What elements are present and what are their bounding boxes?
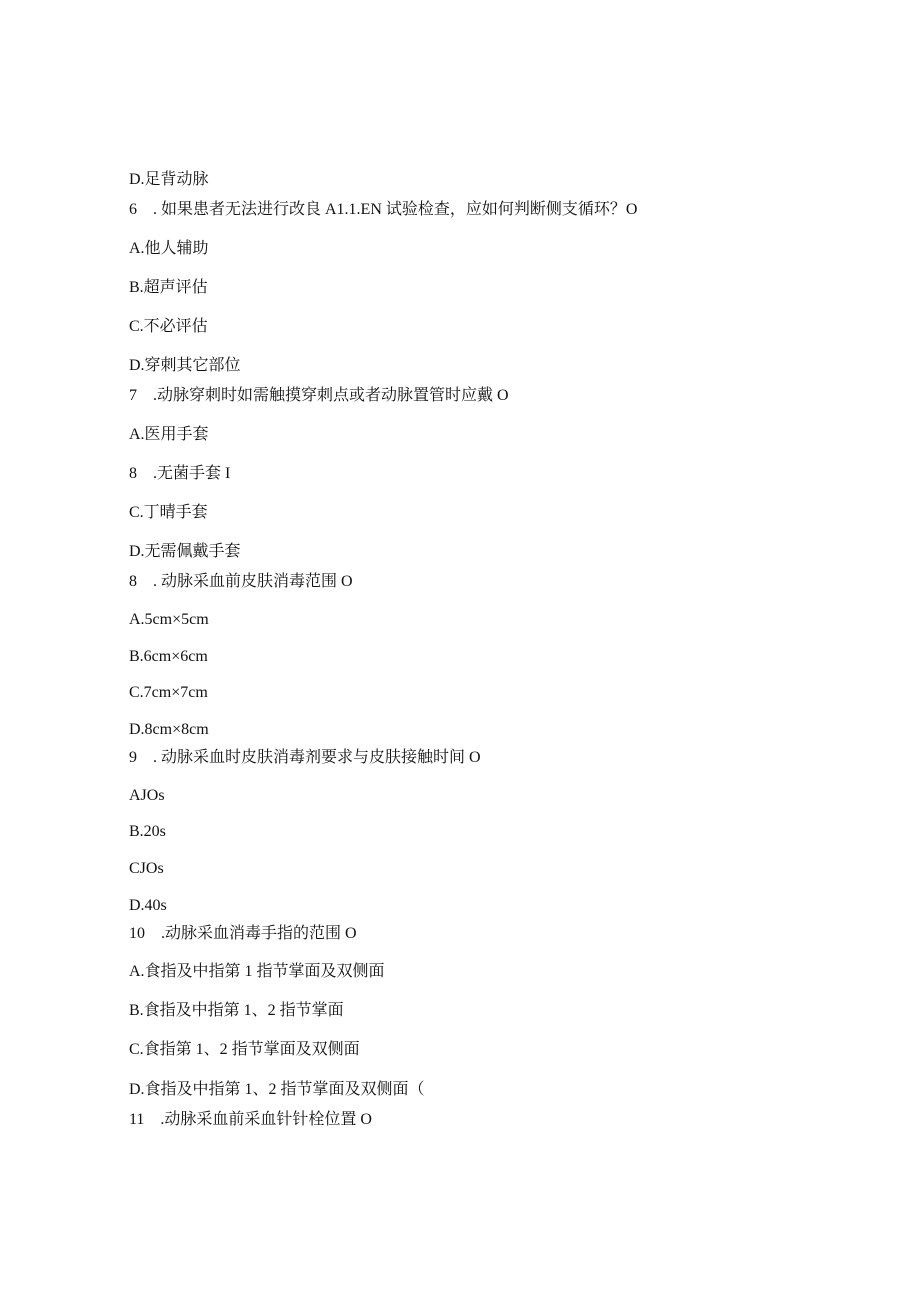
question-8: 8 . 动脉采血前皮肤消毒范围 O bbox=[129, 573, 353, 590]
option-d-q10: D.食指及中指第 1、2 指节掌面及双侧面（ bbox=[129, 1081, 425, 1098]
question-7: 7 .动脉穿刺时如需触摸穿刺点或者动脉置管时应戴 O bbox=[129, 387, 509, 404]
option-a-q8: A.5cm×5cm bbox=[129, 611, 209, 628]
option-d-q5: D.足背动脉 bbox=[129, 171, 209, 188]
question-10: 10 .动脉采血消毒手指的范围 O bbox=[129, 925, 357, 942]
option-c-q6: C.不必评估 bbox=[129, 318, 208, 335]
option-a-q6: A.他人辅助 bbox=[129, 240, 209, 257]
option-c-q7: C.丁晴手套 bbox=[129, 504, 208, 521]
question-11: 11 .动脉采血前采血针针栓位置 O bbox=[129, 1111, 372, 1128]
option-b-q10: B.食指及中指第 1、2 指节掌面 bbox=[129, 1002, 344, 1019]
option-d-q6: D.穿刺其它部位 bbox=[129, 357, 241, 374]
option-b-q9: B.20s bbox=[129, 823, 166, 840]
option-d-q7: D.无需佩戴手套 bbox=[129, 543, 241, 560]
option-a-q7: A.医用手套 bbox=[129, 426, 209, 443]
option-d-q9: D.40s bbox=[129, 897, 167, 914]
option-b-q6: B.超声评估 bbox=[129, 279, 208, 296]
question-9: 9 . 动脉采血时皮肤消毒剂要求与皮肤接触时间 O bbox=[129, 749, 481, 766]
option-d-q8: D.8cm×8cm bbox=[129, 721, 209, 738]
option-c-q9: CJOs bbox=[129, 860, 164, 877]
option-b-q7: 8 .无菌手套 I bbox=[129, 465, 231, 482]
option-c-q8: C.7cm×7cm bbox=[129, 684, 208, 701]
question-6: 6 . 如果患者无法进行改良 A1.1.EN 试验检查，应如何判断侧支循环？O bbox=[129, 201, 638, 218]
option-b-q8: B.6cm×6cm bbox=[129, 648, 208, 665]
option-a-q10: A.食指及中指第 1 指节掌面及双侧面 bbox=[129, 963, 385, 980]
option-c-q10: C.食指第 1、2 指节掌面及双侧面 bbox=[129, 1041, 360, 1058]
option-a-q9: AJOs bbox=[129, 787, 165, 804]
